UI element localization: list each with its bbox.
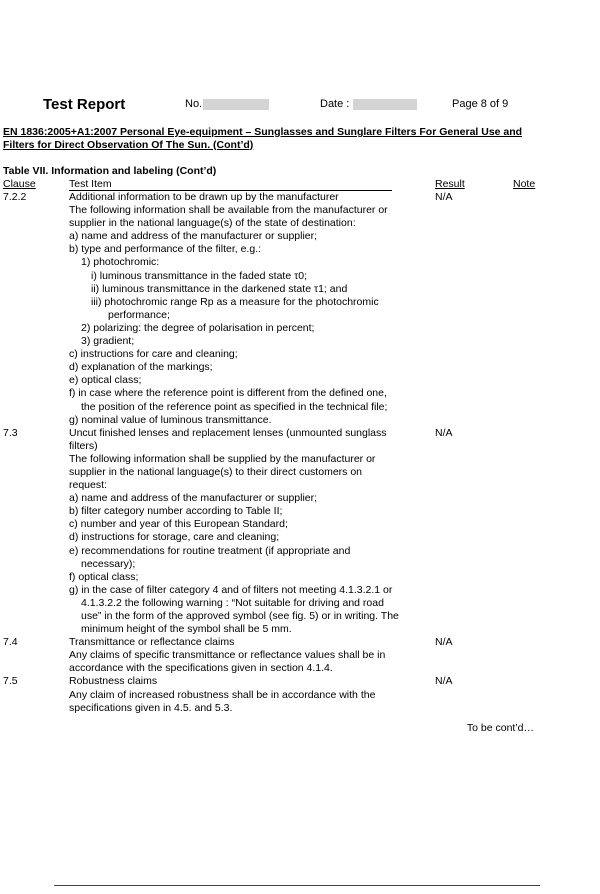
test-item-text [69,427,429,637]
test-item-line: necessary); [81,557,136,570]
table-title: Table VII. Information and labeling (Cont’d) [3,165,217,177]
test-item-line: g) in the case of filter category 4 and of filters not meeting 4.1.3.2.1 or [69,583,393,596]
test-item-line: specifications given in 4.5. and 5.3. [69,701,233,714]
date-label: Date : [320,98,350,110]
test-item-line: d) instructions for storage, care and cleaning; [69,531,280,544]
test-item-text [69,636,429,675]
test-item-line: d) explanation of the markings; [69,361,213,374]
test-item-line: 4.1.3.2.2 the following warning : “Not suitable for driving and road [81,596,384,609]
test-item-line: Any claim of increased robustness shall be in accordance with the [69,688,376,701]
test-item-line: request: [69,479,107,492]
test-item-line: f) optical class; [69,570,139,583]
report-title: Test Report [43,96,126,113]
test-item-line: performance; [108,308,170,321]
column-header-note: Note [513,178,536,190]
column-header-result: Result [435,178,465,190]
table-row [0,675,600,714]
test-item-line: c) instructions for care and cleaning; [69,348,238,361]
test-item-line: use” in the form of the approved symbol (see fig. 5) or in writing. The [81,610,399,622]
test-item-line: i) luminous transmittance in the faded state τ0; [91,269,308,282]
page-indicator: Page 8 of 9 [452,98,509,110]
test-item-line: Robustness claims [69,675,158,688]
test-item-line: a) name and address of the manufacturer or supplier; [69,492,318,505]
test-item-line: b) filter category number according to Table II; [69,505,283,518]
test-items-table [0,191,600,715]
redacted-date [353,99,417,110]
footer-divider [54,885,540,886]
test-item-line: 2) polarizing: the degree of polarisation in percent; [81,321,315,334]
test-item-line: accordance with the specifications given in section 4.1.4. [69,662,333,675]
test-item-line: a) name and address of the manufacturer or supplier; [69,230,318,243]
table-row [0,636,600,675]
test-item-line: ii) luminous transmittance in the darkened state τ1; and [91,282,348,295]
clause-number: 7.5 [3,675,18,688]
test-item-line: the position of the reference point as specified in the technical file; [81,400,388,413]
test-item-line: The following information shall be supplied by the manufacturer or [69,452,376,465]
table-row [0,191,600,427]
test-item-line: filters) [69,439,98,452]
standard-title: EN 1836:2005+A1:2007 Personal Eye-equipment – Sunglasses and Sunglare Filters For General Use and Filters for Direct Observation Of The Sun. (Cont’d) [3,126,523,151]
clause-number: 7.4 [3,636,18,649]
column-header-clause: Clause [3,178,36,190]
column-header-test-item: Test Item [69,178,392,191]
test-item-text [69,675,429,714]
result-value: N/A [435,426,453,439]
test-item-line: c) number and year of this European Standard; [69,518,288,531]
report-number-label: No. [185,98,203,110]
test-item-line: Additional information to be drawn up by the manufacturer [69,191,339,203]
continued-note: To be cont’d… [466,722,534,734]
test-item-line: supplier in the national language(s) to their direct customers on [69,465,362,478]
test-item-line: g) nominal value of luminous transmittance. [69,413,272,426]
test-item-line: Any claims of specific transmittance or reflectance values shall be in [69,649,386,662]
table-row [0,427,600,637]
test-item-line: 1) photochromic: [81,256,160,269]
test-item-line: b) type and performance of the filter, e.g.: [69,243,262,256]
redacted-report-number [203,99,269,110]
test-item-line: f) in case where the reference point is different from the defined one, [69,387,387,400]
clause-number: 7.3 [3,426,18,439]
result-value: N/A [435,191,453,203]
test-item-line: iii) photochromic range Rp as a measure for the photochromic [91,295,379,308]
test-item-line: 3) gradient; [81,335,135,348]
test-item-line: Transmittance or reflectance claims [69,636,235,649]
clause-number: 7.2.2 [3,191,27,203]
test-item-text [69,191,429,427]
result-value: N/A [435,636,453,649]
test-item-line: supplier in the national language(s) of the state of destination: [69,217,356,230]
test-item-line: Uncut finished lenses and replacement lenses (unmounted sunglass [69,426,387,439]
test-item-line: e) optical class; [69,374,142,387]
result-value: N/A [435,675,453,688]
test-item-line: minimum height of the symbol shall be 5 mm. [81,623,292,636]
test-item-line: The following information shall be available from the manufacturer or [69,204,388,217]
test-item-line: e) recommendations for routine treatment (if appropriate and [69,544,351,557]
